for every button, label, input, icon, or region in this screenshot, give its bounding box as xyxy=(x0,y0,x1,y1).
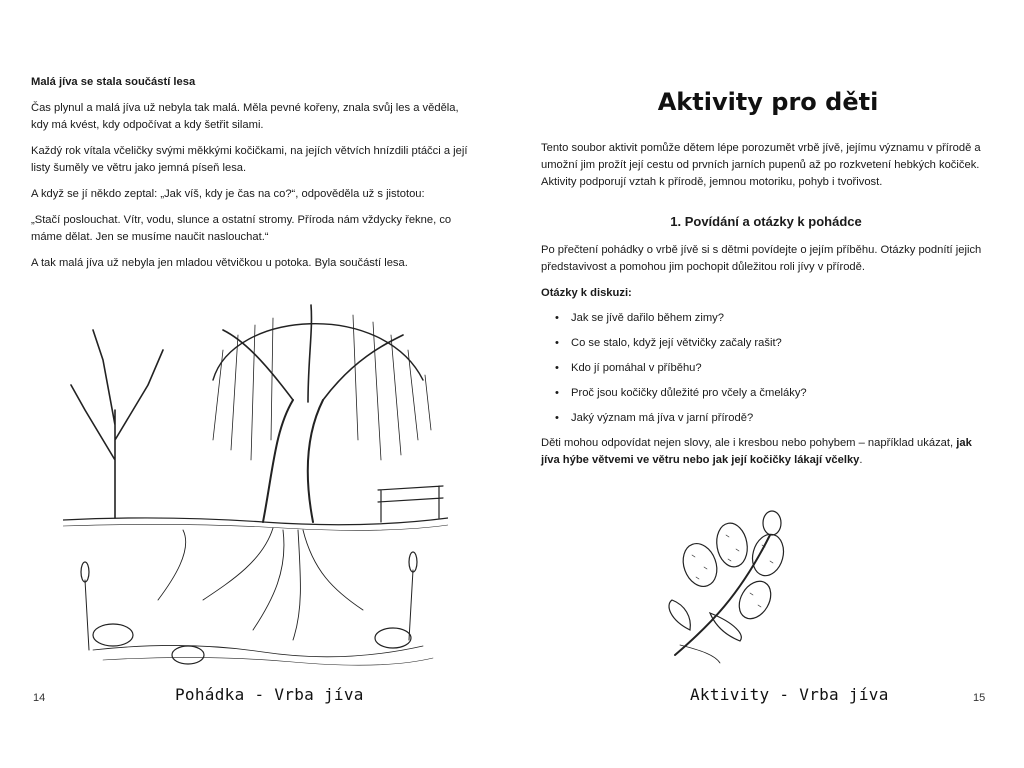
list-item: • Kdo jí pomáhal v příběhu? xyxy=(555,360,991,377)
list-item: • Co se stalo, když její větvičky začaly rašit? xyxy=(555,335,991,352)
closing-bold-text: jak jíva hýbe větvemi ve větru nebo jak její kočičky lákají včelky xyxy=(541,437,972,466)
section-intro: Po přečtení pohádky o vrbě jívě si s dětmi povídejte o jejím příběhu. Otázky podnítí jejich představivost a pomohou jim pochopit důležitou roli jívy v přírodě. xyxy=(541,244,982,273)
activities-intro: Tento soubor aktivit pomůže dětem lépe porozumět vrbě jívě, jejímu významu v přírodě a umožní jim prožít její cestu od prvních jarních pupenů až po rozkvetení hebkých kočiček. Aktivity podporují vztah k přírodě, jemnou motoriku, pohyb i tvořivost. xyxy=(541,142,981,188)
story-paragraph: Každý rok vítala včeličky svými měkkými kočičkami, na jejích větvích hnízdili ptáčci a její listy šuměly ve větru jako jemná píseň lesa. xyxy=(31,145,468,174)
right-page-number: 15 xyxy=(973,692,986,704)
closing-paragraph xyxy=(541,435,991,469)
questions-list xyxy=(555,310,991,427)
left-page-number: 14 xyxy=(33,692,46,704)
activities-text xyxy=(541,140,991,478)
story-subtitle: Malá jíva se stala součástí lesa xyxy=(31,76,196,88)
story-paragraph: „Stačí poslouchat. Vítr, vodu, slunce a ostatní stromy. Příroda nám vždycky řekne, co máme dělat. Jen se musíme naučit naslouchat.“ xyxy=(31,214,452,243)
right-caption: Aktivity - Vrba jíva xyxy=(690,685,889,704)
list-item: • Jak se jívě dařilo během zimy? xyxy=(555,310,991,327)
willow-tree-illustration xyxy=(63,290,448,675)
story-text xyxy=(31,74,471,281)
story-paragraph: Čas plynul a malá jíva už nebyla tak malá. Měla pevné kořeny, znala svůj les a věděla, kdy má kvést, kdy odpočívat a kdy šetřit silami. xyxy=(31,102,459,131)
list-item: • Proč jsou kočičky důležité pro včely a čmeláky? xyxy=(555,385,991,402)
closing-text: Děti mohou odpovídat nejen slovy, ale i kresbou nebo pohybem – například ukázat, xyxy=(541,437,957,449)
list-item: • Jaký význam má jíva v jarní přírodě? xyxy=(555,410,991,427)
left-caption: Pohádka - Vrba jíva xyxy=(175,685,364,704)
story-paragraph: A když se jí někdo zeptal: „Jak víš, kdy je čas na co?“, odpověděla už s jistotou: xyxy=(31,188,425,200)
story-paragraph: A tak malá jíva už nebyla jen mladou větvičkou u potoka. Byla součástí lesa. xyxy=(31,257,408,269)
catkin-branch-illustration xyxy=(660,505,810,665)
section-heading: 1. Povídání a otázky k pohádce xyxy=(670,214,862,229)
questions-heading: Otázky k diskuzi: xyxy=(541,287,632,299)
closing-end: . xyxy=(859,454,863,466)
page-title: Aktivity pro děti xyxy=(657,88,879,116)
